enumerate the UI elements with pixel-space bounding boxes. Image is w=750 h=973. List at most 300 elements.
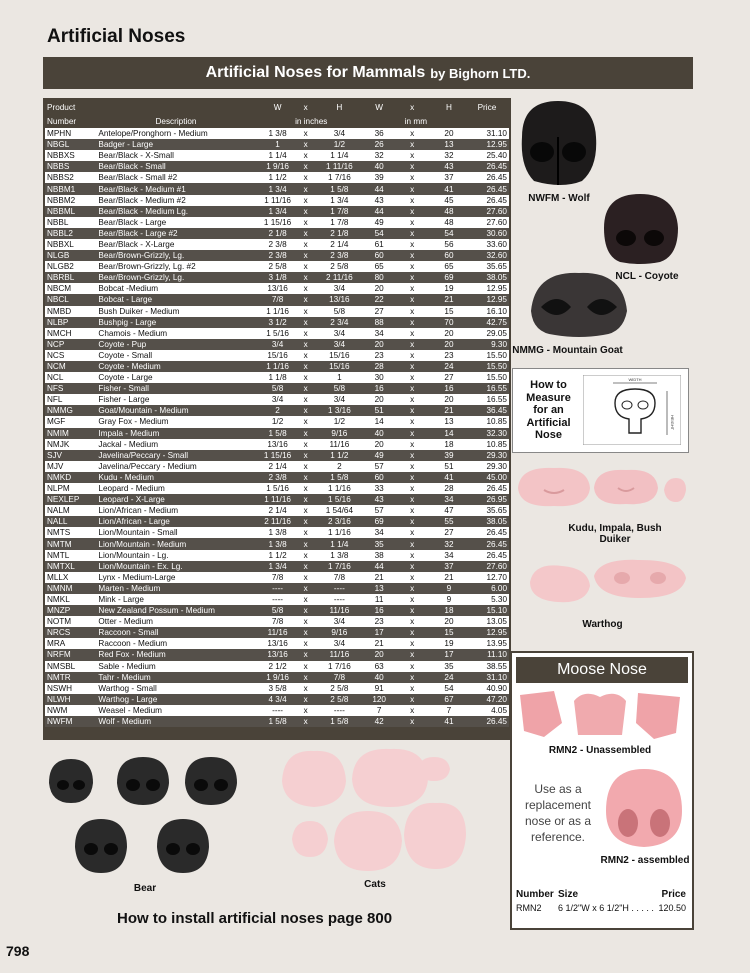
height-mm: 48 (433, 217, 465, 228)
x-mm: x (391, 638, 433, 649)
x-mm: x (391, 461, 433, 472)
product-number: NMMG (45, 405, 96, 416)
table-row (45, 428, 509, 439)
x-in: x (300, 294, 312, 305)
header-product: Product (47, 102, 76, 112)
width-mm: 36 (367, 128, 391, 139)
height-in: 1 3/8 (312, 550, 367, 561)
height-mm: 67 (433, 694, 465, 705)
product-number: MJV (45, 461, 96, 472)
height-in: 2 5/8 (312, 261, 367, 272)
coyote-nose-image (598, 190, 683, 265)
width-in: 1 15/16 (256, 217, 300, 228)
table-row (45, 283, 509, 294)
measure-guide (512, 368, 689, 453)
x-mm: x (391, 538, 433, 549)
x-mm: x (391, 183, 433, 194)
height-in: 3/4 (312, 283, 367, 294)
table-row (45, 394, 509, 405)
width-mm: 40 (367, 428, 391, 439)
height-in: 11/16 (312, 439, 367, 450)
width-mm: 42 (367, 716, 391, 727)
price: 29.05 (465, 328, 509, 339)
x-in: x (300, 383, 312, 394)
x-in: x (300, 272, 312, 283)
table-row (45, 261, 509, 272)
height-in: 1 7/16 (312, 661, 367, 672)
x-in: x (300, 372, 312, 383)
price: 26.45 (465, 195, 509, 206)
x-mm: x (391, 394, 433, 405)
height-mm: 55 (433, 516, 465, 527)
x-in: x (300, 128, 312, 139)
width-in: 3 1/2 (256, 317, 300, 328)
product-number: NBBXS (45, 150, 96, 161)
measure-diagram (583, 375, 681, 445)
product-number: NMTL (45, 550, 96, 561)
x-in: x (300, 439, 312, 450)
table-row (45, 638, 509, 649)
price: 40.90 (465, 683, 509, 694)
x-mm: x (391, 594, 433, 605)
width-in: 2 (256, 405, 300, 416)
table-row (45, 616, 509, 627)
price: 26.45 (465, 172, 509, 183)
table-row (45, 672, 509, 683)
moose-col-number: Number (516, 889, 554, 900)
price: 42.75 (465, 317, 509, 328)
x-mm: x (391, 139, 433, 150)
x-mm: x (391, 350, 433, 361)
x-mm: x (391, 472, 433, 483)
height-mm: 41 (433, 183, 465, 194)
x-in: x (300, 228, 312, 239)
width-in: 4 3/4 (256, 694, 300, 705)
price: 4.05 (465, 705, 509, 716)
x-mm: x (391, 661, 433, 672)
width-mm: 49 (367, 450, 391, 461)
width-in: 7/8 (256, 616, 300, 627)
height-in: 1 1/2 (312, 450, 367, 461)
x-in: x (300, 583, 312, 594)
diagram-height-label: HEIGHT (670, 415, 675, 431)
height-in: 1 7/8 (312, 206, 367, 217)
price: 35.65 (465, 505, 509, 516)
price: 36.45 (465, 405, 509, 416)
price: 38.05 (465, 516, 509, 527)
x-mm: x (391, 405, 433, 416)
height-in: 1 5/8 (312, 472, 367, 483)
install-note: How to install artificial noses page 800 (117, 910, 393, 927)
product-number: NLWH (45, 694, 96, 705)
x-mm: x (391, 550, 433, 561)
height-mm: 70 (433, 317, 465, 328)
width-in: 1 1/8 (256, 372, 300, 383)
x-mm: x (391, 705, 433, 716)
table-row (45, 339, 509, 350)
height-in: 1 3/4 (312, 195, 367, 206)
x-in: x (300, 339, 312, 350)
width-in: ---- (256, 594, 300, 605)
header-h: H (336, 102, 343, 112)
description: Bear/Black - Large (96, 217, 255, 228)
table-row (45, 538, 509, 549)
product-number: NMTS (45, 527, 96, 538)
price: 29.30 (465, 461, 509, 472)
width-in: 1 3/4 (256, 183, 300, 194)
x-in: x (300, 672, 312, 683)
height-mm: 20 (433, 339, 465, 350)
height-in: 1/2 (312, 416, 367, 427)
moose-title: Moose Nose (516, 657, 688, 683)
height-mm: 15 (433, 306, 465, 317)
description: Fisher - Large (96, 394, 255, 405)
x-in: x (300, 306, 312, 317)
height-in: ---- (312, 594, 367, 605)
width-in: 2 1/4 (256, 505, 300, 516)
description: Coyote - Small (96, 350, 255, 361)
x-in: x (300, 649, 312, 660)
product-number: NBBXL (45, 239, 96, 250)
price: 16.10 (465, 306, 509, 317)
height-mm: 28 (433, 483, 465, 494)
width-in: 1 3/4 (256, 206, 300, 217)
width-in: 5/8 (256, 383, 300, 394)
x-mm: x (391, 505, 433, 516)
width-in: 2 3/8 (256, 472, 300, 483)
height-in: 2 1/4 (312, 239, 367, 250)
goat-label: NMMG - Mountain Goat (512, 345, 623, 356)
x-in: x (300, 494, 312, 505)
description: Marten - Medium (96, 583, 255, 594)
table-row (45, 439, 509, 450)
description: Leopard - Medium (96, 483, 255, 494)
x-mm: x (391, 450, 433, 461)
width-mm: 34 (367, 328, 391, 339)
height-in: ---- (312, 705, 367, 716)
product-number: NBBM1 (45, 183, 96, 194)
price: 38.05 (465, 272, 509, 283)
height-in: 2 3/8 (312, 250, 367, 261)
width-in: 1 9/16 (256, 672, 300, 683)
width-in: 1 1/2 (256, 172, 300, 183)
product-number: NALL (45, 516, 96, 527)
price: 26.45 (465, 483, 509, 494)
height-in: 11/16 (312, 605, 367, 616)
description: Bear/Black - Small (96, 161, 255, 172)
height-mm: 21 (433, 405, 465, 416)
product-number: NBBL (45, 217, 96, 228)
product-number: MLLX (45, 572, 96, 583)
width-mm: 80 (367, 272, 391, 283)
price: 30.60 (465, 228, 509, 239)
x-mm: x (391, 294, 433, 305)
width-mm: 28 (367, 361, 391, 372)
product-number: NMSBL (45, 661, 96, 672)
height-mm: 47 (433, 505, 465, 516)
header-inches: in inches (295, 116, 328, 126)
description: Red Fox - Medium (96, 649, 255, 660)
moose-number: RMN2 (516, 903, 542, 913)
height-in: 1 1/4 (312, 538, 367, 549)
product-number: NEXLEP (45, 494, 96, 505)
width-in: 1 3/8 (256, 527, 300, 538)
table-row (45, 416, 509, 427)
height-mm: 65 (433, 261, 465, 272)
height-in: 3/4 (312, 616, 367, 627)
height-in: 7/8 (312, 672, 367, 683)
product-number: MRA (45, 638, 96, 649)
width-mm: 60 (367, 472, 391, 483)
height-mm: 34 (433, 550, 465, 561)
x-in: x (300, 239, 312, 250)
moose-unassembled-label: RMN2 - Unassembled (548, 745, 652, 756)
table-row (45, 716, 509, 727)
description: Jackal - Medium (96, 439, 255, 450)
warthog-noses-image (528, 556, 688, 606)
description: Lion/Mountain - Lg. (96, 550, 255, 561)
product-number: NLGB (45, 250, 96, 261)
price: 32.30 (465, 428, 509, 439)
height-in: 2 1/8 (312, 228, 367, 239)
moose-col-price: Price (661, 889, 686, 900)
width-in: 3 1/8 (256, 272, 300, 283)
width-in: 15/16 (256, 350, 300, 361)
table-row (45, 183, 509, 194)
x-mm: x (391, 250, 433, 261)
moose-use-text: Use as a replacement nose or as a reference. (524, 782, 592, 844)
x-in: x (300, 183, 312, 194)
height-in: 13/16 (312, 294, 367, 305)
width-in: 2 5/8 (256, 261, 300, 272)
header-h-mm: H (445, 102, 452, 112)
product-number: NLPM (45, 483, 96, 494)
x-mm: x (391, 428, 433, 439)
height-mm: 56 (433, 239, 465, 250)
width-mm: 60 (367, 250, 391, 261)
width-mm: 40 (367, 161, 391, 172)
x-mm: x (391, 627, 433, 638)
x-in: x (300, 550, 312, 561)
width-mm: 44 (367, 206, 391, 217)
width-in: 1 5/8 (256, 428, 300, 439)
table-row (45, 683, 509, 694)
table-row (45, 661, 509, 672)
height-mm: 21 (433, 572, 465, 583)
height-mm: 17 (433, 649, 465, 660)
x-in: x (300, 561, 312, 572)
height-in: 1 5/16 (312, 494, 367, 505)
product-number: NWM (45, 705, 96, 716)
price: 12.95 (465, 283, 509, 294)
description: Fisher - Small (96, 383, 255, 394)
x-in: x (300, 538, 312, 549)
product-number: NCM (45, 361, 96, 372)
description: Bear/Black - Small #2 (96, 172, 255, 183)
product-number: NFL (45, 394, 96, 405)
x-mm: x (391, 317, 433, 328)
table-row (45, 550, 509, 561)
description: Javelina/Peccary - Medium (96, 461, 255, 472)
width-in: 7/8 (256, 572, 300, 583)
price: 26.95 (465, 494, 509, 505)
product-number: NLGB2 (45, 261, 96, 272)
height-mm: 9 (433, 583, 465, 594)
price: 38.55 (465, 661, 509, 672)
description: Lynx - Medium-Large (96, 572, 255, 583)
x-mm: x (391, 128, 433, 139)
height-in: 2 5/8 (312, 683, 367, 694)
table-row (45, 572, 509, 583)
header-x-mm: x (410, 102, 415, 112)
diagram-width-label: WIDTH (628, 377, 642, 382)
description: Gray Fox - Medium (96, 416, 255, 427)
x-in: x (300, 627, 312, 638)
price-table-body (45, 128, 509, 727)
x-mm: x (391, 649, 433, 660)
bear-label: Bear (133, 883, 157, 894)
width-in: ---- (256, 705, 300, 716)
product-number: MGF (45, 416, 96, 427)
width-mm: 57 (367, 505, 391, 516)
table-row (45, 705, 509, 716)
product-number: NCP (45, 339, 96, 350)
width-in: 2 1/4 (256, 461, 300, 472)
height-in: 2 5/8 (312, 694, 367, 705)
width-mm: 22 (367, 294, 391, 305)
kudu-label: Kudu, Impala, Bush Duiker (568, 523, 662, 545)
width-mm: 30 (367, 372, 391, 383)
product-number: NLBP (45, 317, 96, 328)
height-mm: 23 (433, 350, 465, 361)
height-in: 11/16 (312, 649, 367, 660)
price: 26.45 (465, 550, 509, 561)
x-in: x (300, 616, 312, 627)
x-mm: x (391, 672, 433, 683)
x-in: x (300, 572, 312, 583)
height-mm: 27 (433, 372, 465, 383)
warthog-label: Warthog (582, 619, 623, 630)
height-in: 1 11/16 (312, 161, 367, 172)
product-number: NRFM (45, 649, 96, 660)
price: 27.60 (465, 206, 509, 217)
width-mm: 20 (367, 649, 391, 660)
width-in: 1 9/16 (256, 161, 300, 172)
height-mm: 24 (433, 361, 465, 372)
height-mm: 19 (433, 283, 465, 294)
product-number: NMTXL (45, 561, 96, 572)
height-in: 1 (312, 372, 367, 383)
x-in: x (300, 217, 312, 228)
width-mm: 40 (367, 672, 391, 683)
height-mm: 20 (433, 328, 465, 339)
x-in: x (300, 516, 312, 527)
x-in: x (300, 661, 312, 672)
price: 29.30 (465, 450, 509, 461)
x-in: x (300, 450, 312, 461)
x-in: x (300, 150, 312, 161)
price: 13.05 (465, 616, 509, 627)
description: Bobcat -Medium (96, 283, 255, 294)
width-in: 1 3/8 (256, 538, 300, 549)
price: 33.60 (465, 239, 509, 250)
width-mm: 11 (367, 594, 391, 605)
price: 31.10 (465, 672, 509, 683)
width-in: 5/8 (256, 605, 300, 616)
width-in: 1 1/4 (256, 150, 300, 161)
product-number: NBCM (45, 283, 96, 294)
price: 12.95 (465, 294, 509, 305)
x-mm: x (391, 361, 433, 372)
x-in: x (300, 139, 312, 150)
x-mm: x (391, 272, 433, 283)
width-mm: 23 (367, 616, 391, 627)
bear-noses-image (45, 755, 250, 880)
height-mm: 27 (433, 527, 465, 538)
width-mm: 51 (367, 405, 391, 416)
description: Coyote - Large (96, 372, 255, 383)
height-mm: 13 (433, 139, 465, 150)
x-in: x (300, 638, 312, 649)
moose-assembled-label: RMN2 - assembled (600, 855, 690, 866)
width-mm: 39 (367, 172, 391, 183)
description: Bear/Black - X-Small (96, 150, 255, 161)
x-mm: x (391, 527, 433, 538)
width-in: 1 5/16 (256, 483, 300, 494)
x-mm: x (391, 572, 433, 583)
x-mm: x (391, 161, 433, 172)
product-number: NMBD (45, 306, 96, 317)
description: Lion/Mountain - Medium (96, 538, 255, 549)
moose-price: 120.50 (658, 903, 686, 913)
banner-brand: by Bighorn LTD. (430, 65, 531, 81)
price-table-container (43, 98, 511, 740)
product-number: NCS (45, 350, 96, 361)
table-header-row (45, 100, 509, 114)
product-number: NBBM2 (45, 195, 96, 206)
header-w: W (273, 102, 282, 112)
x-in: x (300, 317, 312, 328)
description: Bush Duiker - Medium (96, 306, 255, 317)
table-row (45, 317, 509, 328)
table-row (45, 172, 509, 183)
description: Lion/African - Large (96, 516, 255, 527)
table-row (45, 306, 509, 317)
banner-title: Artificial Noses for Mammals (205, 64, 426, 81)
description: Chamois - Medium (96, 328, 255, 339)
x-mm: x (391, 483, 433, 494)
goat-nose-image (527, 267, 631, 339)
description: Impala - Medium (96, 428, 255, 439)
price-table (45, 100, 509, 727)
product-number: NBBS (45, 161, 96, 172)
width-mm: 65 (367, 261, 391, 272)
product-number: SJV (45, 450, 96, 461)
description: Coyote - Pup (96, 339, 255, 350)
price: 26.45 (465, 183, 509, 194)
width-mm: 32 (367, 150, 391, 161)
price: 11.10 (465, 649, 509, 660)
x-in: x (300, 361, 312, 372)
table-row (45, 217, 509, 228)
table-row (45, 150, 509, 161)
price: 15.50 (465, 350, 509, 361)
x-mm: x (391, 683, 433, 694)
product-number: NBRBL (45, 272, 96, 283)
price: 15.50 (465, 372, 509, 383)
price: 9.30 (465, 339, 509, 350)
product-number: NMCH (45, 328, 96, 339)
